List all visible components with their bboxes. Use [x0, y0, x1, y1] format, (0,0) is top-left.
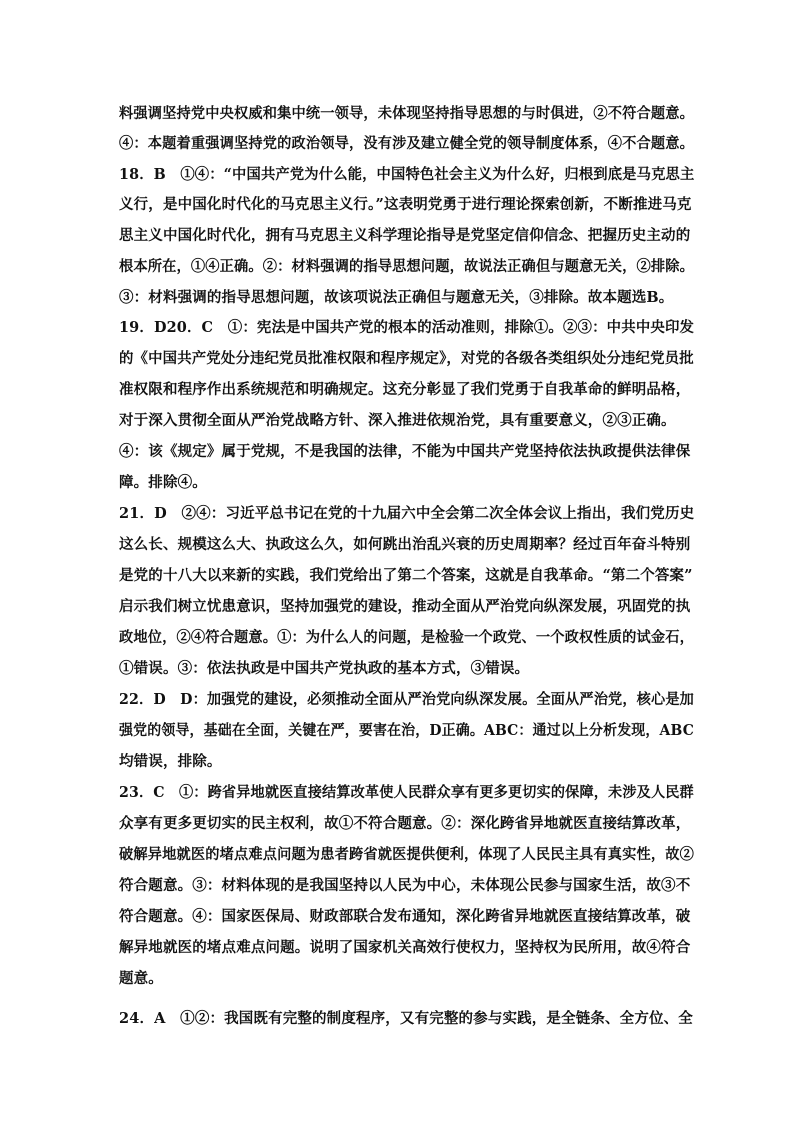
text-line: 21．D ②④：习近平总书记在党的十九届六中全会第二次全体会议上指出，我们党历史	[119, 505, 695, 522]
text-line: ①错误。③：依法执政是中国共产党执政的基本方式，③错误。	[119, 660, 530, 677]
text-line: 众享有更多更切实的民主权利，故①不符合题意。②：深化跨省异地就医直接结算改革，	[119, 815, 691, 832]
text-line: 18．B ①④：“中国共产党为什么能，中国特色社会主义为什么好，归根到底是马克思主	[119, 166, 695, 183]
text-line: 的《中国共产党处分违纪党员批准权限和程序规定》，对党的各级各类组织处分违纪党员批	[119, 350, 694, 367]
text-line: 24．A ①②：我国既有完整的制度程序，又有完整的参与实践，是全链条、全方位、全	[119, 1010, 693, 1027]
text-line: 解异地就医的堵点难点问题。说明了国家机关高效行使权力，坚持权为民所用，故④符合	[119, 939, 691, 956]
text-line: 强党的领导，基础在全面，关键在严，要害在治，D正确。ABC：通过以上分析发现，ABC	[119, 722, 694, 739]
text-line: ③：材料强调的指导思想问题，故该项说法正确但与题意无关，③排除。故本题选B。	[119, 289, 674, 306]
text-line: 准权限和程序作出系统规范和明确规定。这充分彰显了我们党勇于自我革命的鲜明品格，	[119, 381, 691, 398]
text-line: 是党的十八大以来新的实践，我们党给出了第二个答案，这就是自我革命。“第二个答案”	[119, 567, 693, 584]
text-line: 22．D D：加强党的建设，必须推动全面从严治党向纵深发展。全面从严治党，核心是加	[119, 691, 694, 708]
text-line: 题意。	[119, 970, 163, 987]
text-line: 启示我们树立忧患意识，坚持加强党的建设，推动全面从严治党向纵深发展，巩固党的执	[119, 598, 691, 615]
text-line: 破解异地就医的堵点难点问题为患者跨省就医提供便利，体现了人民民主具有真实性，故②	[119, 846, 694, 863]
text-line: 根本所在，①④正确。②：材料强调的指导思想问题，故说法正确但与题意无关，②排除。	[119, 258, 694, 275]
text-line: 符合题意。④：国家医保局、财政部联合发布通知，深化跨省异地就医直接结算改革，破	[119, 908, 691, 925]
text-line: 这么长、规模这么大、执政这么久，如何跳出治乱兴衰的历史周期率？经过百年奋斗特别	[119, 536, 691, 553]
text-line: 符合题意。③：材料体现的是我国坚持以人民为中心，未体现公民参与国家生活，故③不	[119, 877, 691, 894]
text-line: 政地位，②④符合题意。①：为什么人的问题，是检验一个政党、一个政权性质的试金石，	[119, 629, 694, 646]
text-line: ④：本题着重强调坚持党的政治领导，没有涉及建立健全党的领导制度体系，④不合题意。	[119, 135, 694, 152]
text-line: 均错误，排除。	[119, 753, 222, 770]
text-line: 23．C ①：跨省异地就医直接结算改革使人民群众享有更多更切实的保障，未涉及人民群	[119, 784, 694, 801]
text-line: 思主义中国化时代化，拥有马克思主义科学理论指导是党坚定信仰信念、把握历史主动的	[119, 227, 691, 244]
text-line: 障。排除④。	[119, 474, 207, 491]
text-line: 料强调坚持党中央权威和集中统一领导，未体现坚持指导思想的与时俱进，②不符合题意。	[119, 105, 694, 122]
text-line: ④：该《规定》属于党规，不是我国的法律，不能为中国共产党坚持依法执政提供法律保	[119, 443, 691, 460]
text-line: 对于深入贯彻全面从严治党战略方针、深入推进依规治党，具有重要意义，②③正确。	[119, 412, 676, 429]
text-line: 19．D20．C ①：宪法是中国共产党的根本的活动准则，排除①。②③：中共中央印发	[119, 319, 695, 336]
text-line: 义行，是中国化时代化的马克思主义行。”这表明党勇于进行理论探索创新，不断推进马克	[119, 196, 692, 213]
